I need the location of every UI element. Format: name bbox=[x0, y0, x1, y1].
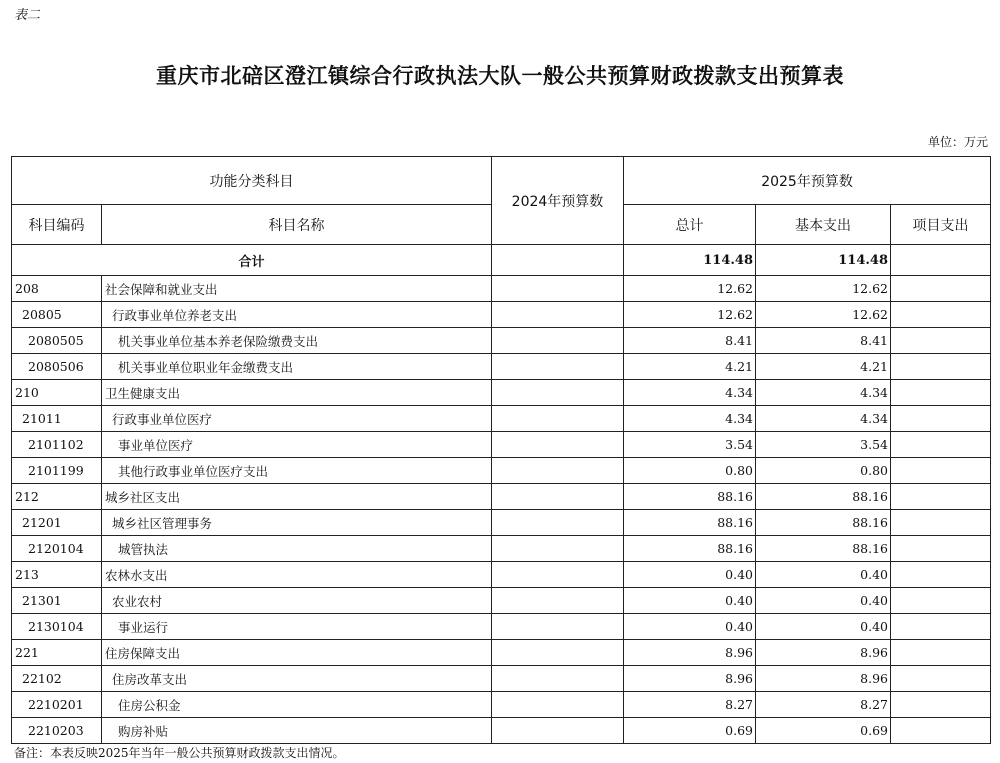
table-row bbox=[12, 692, 991, 718]
row-2024-cell bbox=[492, 666, 624, 692]
row-name-cell: 机关事业单位基本养老保险缴费支出 bbox=[102, 328, 492, 354]
row-name-cell: 城管执法 bbox=[102, 536, 492, 562]
row-total-cell: 8.41 bbox=[624, 328, 756, 354]
row-project-cell bbox=[891, 692, 991, 718]
row-project-cell bbox=[891, 562, 991, 588]
table-row bbox=[12, 536, 991, 562]
header-name: 科目名称 bbox=[102, 205, 492, 245]
row-name-cell: 住房保障支出 bbox=[102, 640, 492, 666]
row-total-cell: 4.34 bbox=[624, 406, 756, 432]
row-basic-cell: 88.16 bbox=[756, 510, 891, 536]
row-project-cell bbox=[891, 302, 991, 328]
row-total-cell: 88.16 bbox=[624, 510, 756, 536]
row-project-cell bbox=[891, 588, 991, 614]
row-code-cell: 2210201 bbox=[12, 692, 102, 718]
row-basic-cell: 8.96 bbox=[756, 666, 891, 692]
row-2024-cell bbox=[492, 562, 624, 588]
row-total-cell: 0.40 bbox=[624, 562, 756, 588]
row-name-cell: 其他行政事业单位医疗支出 bbox=[102, 458, 492, 484]
row-name-cell: 事业运行 bbox=[102, 614, 492, 640]
row-total-cell: 4.34 bbox=[624, 380, 756, 406]
table-row bbox=[12, 666, 991, 692]
table-row bbox=[12, 354, 991, 380]
table-row bbox=[12, 588, 991, 614]
row-2024-cell bbox=[492, 354, 624, 380]
row-total-cell: 0.40 bbox=[624, 588, 756, 614]
row-2024-cell bbox=[492, 692, 624, 718]
row-code-cell: 2080505 bbox=[12, 328, 102, 354]
row-code-cell: 213 bbox=[12, 562, 102, 588]
row-total-cell: 4.21 bbox=[624, 354, 756, 380]
row-total-cell: 8.96 bbox=[624, 640, 756, 666]
row-name-cell: 购房补贴 bbox=[102, 718, 492, 744]
table-row bbox=[12, 328, 991, 354]
row-total-cell: 0.80 bbox=[624, 458, 756, 484]
row-basic-cell: 0.69 bbox=[756, 718, 891, 744]
table-row bbox=[12, 510, 991, 536]
row-project-cell bbox=[891, 380, 991, 406]
total-basic-cell: 114.48 bbox=[756, 245, 891, 276]
row-total-cell: 88.16 bbox=[624, 484, 756, 510]
row-2024-cell bbox=[492, 536, 624, 562]
row-name-cell: 行政事业单位养老支出 bbox=[102, 302, 492, 328]
table-row bbox=[12, 276, 991, 302]
row-2024-cell bbox=[492, 510, 624, 536]
row-project-cell bbox=[891, 614, 991, 640]
row-basic-cell: 88.16 bbox=[756, 536, 891, 562]
row-code-cell: 2130104 bbox=[12, 614, 102, 640]
row-basic-cell: 3.54 bbox=[756, 432, 891, 458]
row-name-cell: 行政事业单位医疗 bbox=[102, 406, 492, 432]
row-code-cell: 221 bbox=[12, 640, 102, 666]
table-row bbox=[12, 718, 991, 744]
table-row bbox=[12, 640, 991, 666]
row-basic-cell: 0.40 bbox=[756, 614, 891, 640]
budget-table bbox=[11, 156, 991, 744]
row-total-cell: 8.96 bbox=[624, 666, 756, 692]
table-number-label: 表二 bbox=[14, 8, 41, 23]
row-code-cell: 208 bbox=[12, 276, 102, 302]
footnote: 备注：本表反映2025年当年一般公共预算财政拨款支出情况。 bbox=[14, 746, 345, 760]
header-project: 项目支出 bbox=[891, 205, 991, 245]
row-basic-cell: 4.34 bbox=[756, 380, 891, 406]
row-basic-cell: 4.21 bbox=[756, 354, 891, 380]
row-2024-cell bbox=[492, 302, 624, 328]
total-row bbox=[12, 245, 991, 276]
row-total-cell: 8.27 bbox=[624, 692, 756, 718]
row-code-cell: 210 bbox=[12, 380, 102, 406]
row-2024-cell bbox=[492, 458, 624, 484]
header-code: 科目编码 bbox=[12, 205, 102, 245]
table-row bbox=[12, 302, 991, 328]
row-basic-cell: 12.62 bbox=[756, 276, 891, 302]
row-basic-cell: 88.16 bbox=[756, 484, 891, 510]
row-project-cell bbox=[891, 276, 991, 302]
row-name-cell: 卫生健康支出 bbox=[102, 380, 492, 406]
table-row bbox=[12, 562, 991, 588]
row-2024-cell bbox=[492, 380, 624, 406]
row-name-cell: 机关事业单位职业年金缴费支出 bbox=[102, 354, 492, 380]
row-2024-cell bbox=[492, 588, 624, 614]
row-name-cell: 住房改革支出 bbox=[102, 666, 492, 692]
row-2024-cell bbox=[492, 484, 624, 510]
header-budget-2024: 2024年预算数 bbox=[492, 157, 624, 245]
row-name-cell: 城乡社区支出 bbox=[102, 484, 492, 510]
row-project-cell bbox=[891, 458, 991, 484]
header-total: 总计 bbox=[624, 205, 756, 245]
row-2024-cell bbox=[492, 718, 624, 744]
row-basic-cell: 8.96 bbox=[756, 640, 891, 666]
row-basic-cell: 8.27 bbox=[756, 692, 891, 718]
row-2024-cell bbox=[492, 640, 624, 666]
table-row bbox=[12, 380, 991, 406]
row-2024-cell bbox=[492, 328, 624, 354]
row-code-cell: 21201 bbox=[12, 510, 102, 536]
row-code-cell: 2080506 bbox=[12, 354, 102, 380]
row-name-cell: 城乡社区管理事务 bbox=[102, 510, 492, 536]
row-code-cell: 2210203 bbox=[12, 718, 102, 744]
row-total-cell: 88.16 bbox=[624, 536, 756, 562]
table-row bbox=[12, 458, 991, 484]
row-2024-cell bbox=[492, 614, 624, 640]
row-code-cell: 21301 bbox=[12, 588, 102, 614]
row-project-cell bbox=[891, 328, 991, 354]
row-project-cell bbox=[891, 354, 991, 380]
row-project-cell bbox=[891, 666, 991, 692]
row-name-cell: 事业单位医疗 bbox=[102, 432, 492, 458]
row-project-cell bbox=[891, 510, 991, 536]
row-2024-cell bbox=[492, 276, 624, 302]
row-name-cell: 社会保障和就业支出 bbox=[102, 276, 492, 302]
row-code-cell: 21011 bbox=[12, 406, 102, 432]
row-basic-cell: 12.62 bbox=[756, 302, 891, 328]
row-code-cell: 2120104 bbox=[12, 536, 102, 562]
row-name-cell: 住房公积金 bbox=[102, 692, 492, 718]
row-total-cell: 0.40 bbox=[624, 614, 756, 640]
row-total-cell: 3.54 bbox=[624, 432, 756, 458]
row-project-cell bbox=[891, 484, 991, 510]
table-row bbox=[12, 432, 991, 458]
table-row bbox=[12, 484, 991, 510]
table-row bbox=[12, 406, 991, 432]
row-total-cell: 12.62 bbox=[624, 276, 756, 302]
total-sum-cell: 114.48 bbox=[624, 245, 756, 276]
row-code-cell: 22102 bbox=[12, 666, 102, 692]
row-code-cell: 212 bbox=[12, 484, 102, 510]
row-project-cell bbox=[891, 406, 991, 432]
header-budget-2025: 2025年预算数 bbox=[624, 157, 991, 205]
total-project-cell bbox=[891, 245, 991, 276]
row-code-cell: 2101199 bbox=[12, 458, 102, 484]
total-label: 合计 bbox=[12, 245, 492, 276]
row-basic-cell: 0.40 bbox=[756, 588, 891, 614]
header-basic: 基本支出 bbox=[756, 205, 891, 245]
row-2024-cell bbox=[492, 406, 624, 432]
row-basic-cell: 8.41 bbox=[756, 328, 891, 354]
row-total-cell: 0.69 bbox=[624, 718, 756, 744]
row-name-cell: 农林水支出 bbox=[102, 562, 492, 588]
row-project-cell bbox=[891, 640, 991, 666]
row-project-cell bbox=[891, 536, 991, 562]
row-code-cell: 20805 bbox=[12, 302, 102, 328]
row-basic-cell: 4.34 bbox=[756, 406, 891, 432]
total-2024-cell bbox=[492, 245, 624, 276]
row-basic-cell: 0.80 bbox=[756, 458, 891, 484]
table-row bbox=[12, 614, 991, 640]
page-title: 重庆市北碚区澄江镇综合行政执法大队一般公共预算财政拨款支出预算表 bbox=[156, 63, 844, 88]
row-name-cell: 农业农村 bbox=[102, 588, 492, 614]
row-total-cell: 12.62 bbox=[624, 302, 756, 328]
row-2024-cell bbox=[492, 432, 624, 458]
row-code-cell: 2101102 bbox=[12, 432, 102, 458]
row-project-cell bbox=[891, 432, 991, 458]
header-functional-class: 功能分类科目 bbox=[12, 157, 492, 205]
row-project-cell bbox=[891, 718, 991, 744]
row-basic-cell: 0.40 bbox=[756, 562, 891, 588]
unit-label: 单位：万元 bbox=[927, 135, 988, 149]
